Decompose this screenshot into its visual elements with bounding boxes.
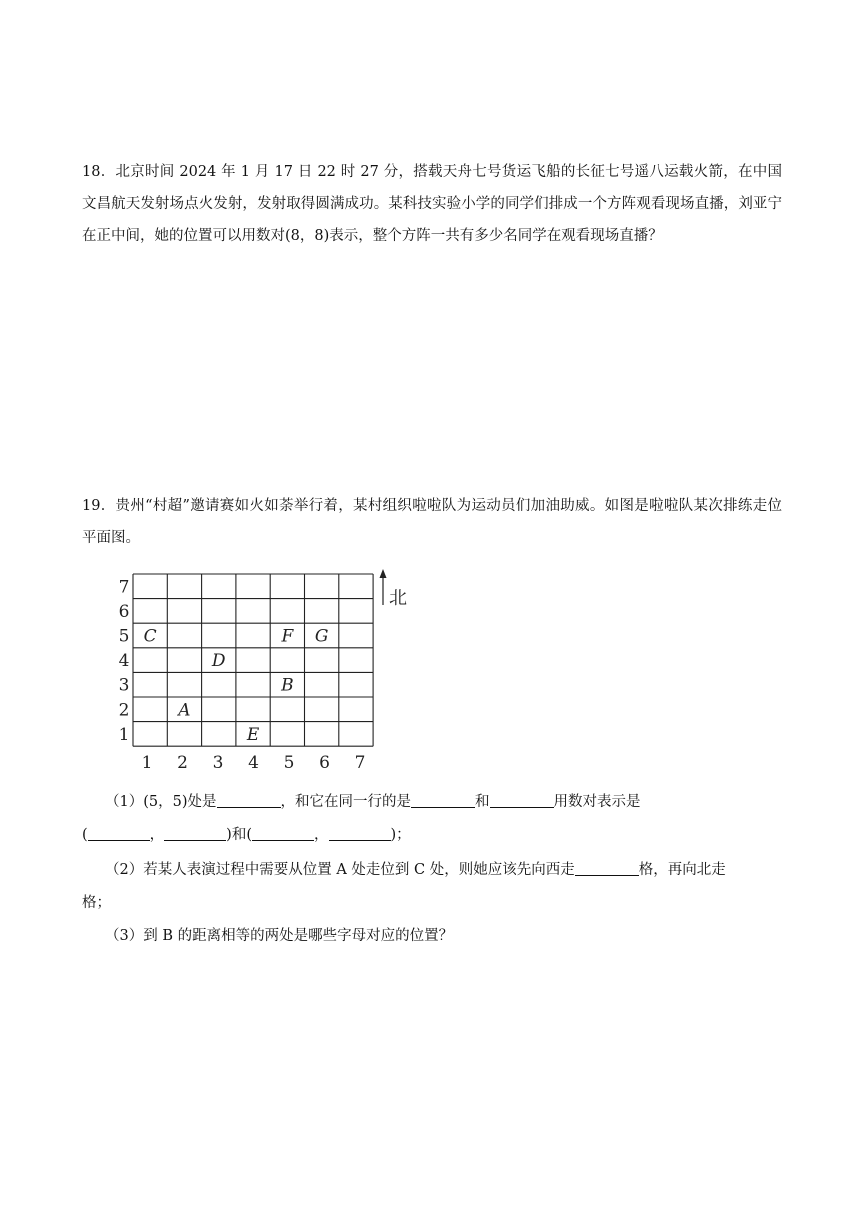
sub-question-2-continued: 格； <box>82 895 111 911</box>
column-label: 2 <box>177 753 188 773</box>
sub-question-2: （2）若某人表演过程中需要从位置 A 处走位到 C 处，则她应该先向西走 格，再向北走 <box>105 862 726 878</box>
position-label-a: A <box>178 700 191 721</box>
question-18: 18．北京时间 2024 年 1 月 17 日 22 时 27 分，搭载天舟七号货运飞船的长征七号遥八运载火箭，在中国文昌航天发射场点火发射，发射取得圆满成功。某科技实验小学的同学们排成一个方阵观看现场直播，刘亚宁在正中间，她的位置可以用数对(8，8)表示，整个方阵一共有多少名同学在观看现场直播？ <box>82 164 782 244</box>
position-label-e: E <box>246 724 260 745</box>
column-label: 6 <box>319 753 330 773</box>
answer-blank[interactable] <box>88 826 150 841</box>
row-label: 5 <box>118 626 130 647</box>
answer-blank[interactable] <box>252 826 314 841</box>
column-label: 1 <box>141 753 153 773</box>
cheerleader-position-grid <box>110 568 420 773</box>
column-label: 5 <box>283 753 295 773</box>
row-label: 4 <box>118 651 130 672</box>
column-label: 3 <box>212 753 224 773</box>
row-label: 2 <box>118 700 130 721</box>
row-label: 7 <box>118 577 130 598</box>
row-label: 3 <box>118 675 130 696</box>
north-label: 北 <box>389 588 407 609</box>
answer-blank[interactable] <box>329 826 391 841</box>
question-19: 19．贵州“村超”邀请赛如火如荼举行着，某村组织啦啦队为运动员们加油助威。如图是啦啦队某次排练走位平面图。 <box>82 498 782 546</box>
north-arrow-head-icon <box>380 569 387 578</box>
column-label: 4 <box>248 753 259 773</box>
row-label: 6 <box>118 601 130 622</box>
row-label: 1 <box>118 724 130 745</box>
sub-question-1: （1）(5，5)处是 ，和它在同一行的是 和 用数对表示是 <box>105 794 641 810</box>
answer-blank[interactable] <box>164 826 226 841</box>
sub-question-1-continued: ( ， )和( ， )； <box>82 827 411 843</box>
answer-blank[interactable] <box>575 861 639 876</box>
answer-blank[interactable] <box>490 793 554 808</box>
position-label-c: C <box>143 626 157 647</box>
position-label-f: F <box>281 626 294 647</box>
sub-question-3: （3）到 B 的距离相等的两处是哪些字母对应的位置？ <box>105 928 454 944</box>
column-label: 7 <box>354 753 366 773</box>
position-label-d: D <box>211 651 226 672</box>
position-label-b: B <box>281 675 294 696</box>
position-label-g: G <box>314 626 329 647</box>
answer-blank[interactable] <box>411 793 475 808</box>
answer-blank[interactable] <box>217 793 281 808</box>
